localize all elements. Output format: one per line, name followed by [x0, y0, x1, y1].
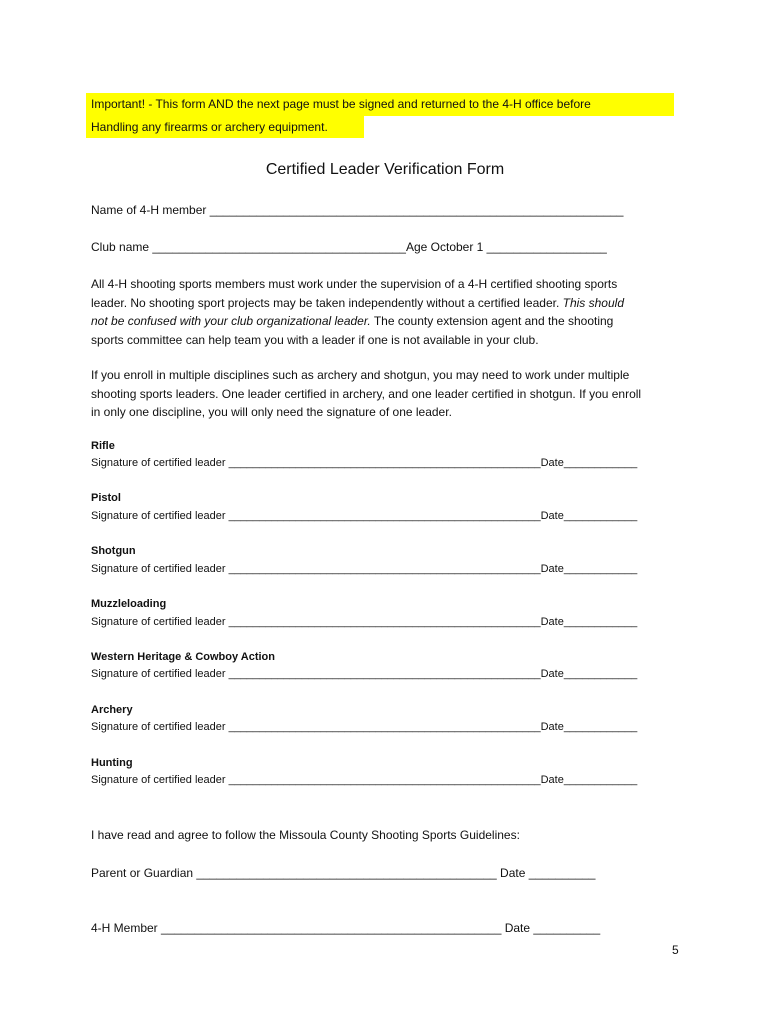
agreement-statement: I have read and agree to follow the Missoula County Shooting Sports Guidelines: [91, 828, 520, 842]
member-name-field[interactable]: Name of 4-H member ______________________________________________________________ [91, 203, 624, 217]
signature-hunting[interactable]: Signature of certified leader ___________________________________________________Date____________ [91, 774, 638, 786]
section-rifle: Rifle [91, 440, 115, 452]
important-notice-line-1: Important! - This form AND the next page must be signed and returned to the 4-H office before [86, 93, 674, 116]
supervision-paragraph: All 4-H shooting sports members must work under the supervision of a 4-H certified shooting sports leader. No shooting sport projects may be taken independently without a certified leader. This should not be confused with your club organizational leader. The county extension agent and the shooting sports committee can help team you with a leader if one is not available in your club. [91, 277, 624, 347]
member-signature[interactable]: 4-H Member ___________________________________________________ Date __________ [91, 921, 601, 935]
section-archery: Archery [91, 704, 133, 716]
section-western-heritage: Western Heritage & Cowboy Action [91, 651, 275, 663]
section-hunting: Hunting [91, 757, 133, 769]
signature-archery[interactable]: Signature of certified leader ___________________________________________________Date____________ [91, 721, 638, 733]
section-muzzleloading: Muzzleloading [91, 598, 167, 610]
important-notice-line-2: Handling any firearms or archery equipment. [86, 116, 364, 138]
section-shotgun: Shotgun [91, 545, 136, 557]
section-pistol: Pistol [91, 492, 121, 504]
signature-muzzleloading[interactable]: Signature of certified leader ___________________________________________________Date____________ [91, 616, 638, 628]
signature-shotgun[interactable]: Signature of certified leader ___________________________________________________Date____________ [91, 563, 638, 575]
form-title: Certified Leader Verification Form [265, 161, 505, 178]
club-age-field[interactable]: Club name ______________________________________Age October 1 __________________ [91, 240, 607, 254]
page-number: 5 [672, 943, 679, 957]
signature-rifle[interactable]: Signature of certified leader ___________________________________________________Date____________ [91, 457, 638, 469]
parent-guardian-signature[interactable]: Parent or Guardian _____________________________________________ Date __________ [91, 866, 596, 880]
signature-western-heritage[interactable]: Signature of certified leader ___________________________________________________Date____________ [91, 668, 638, 680]
multiple-disciplines-paragraph: If you enroll in multiple disciplines such as archery and shotgun, you may need to work under multiple shooting sports leaders. One leader certified in archery, and one leader certified in shotgun. If you enroll in only one discipline, you will only need the signature of one leader. [91, 368, 642, 419]
signature-pistol[interactable]: Signature of certified leader ___________________________________________________Date____________ [91, 510, 638, 522]
